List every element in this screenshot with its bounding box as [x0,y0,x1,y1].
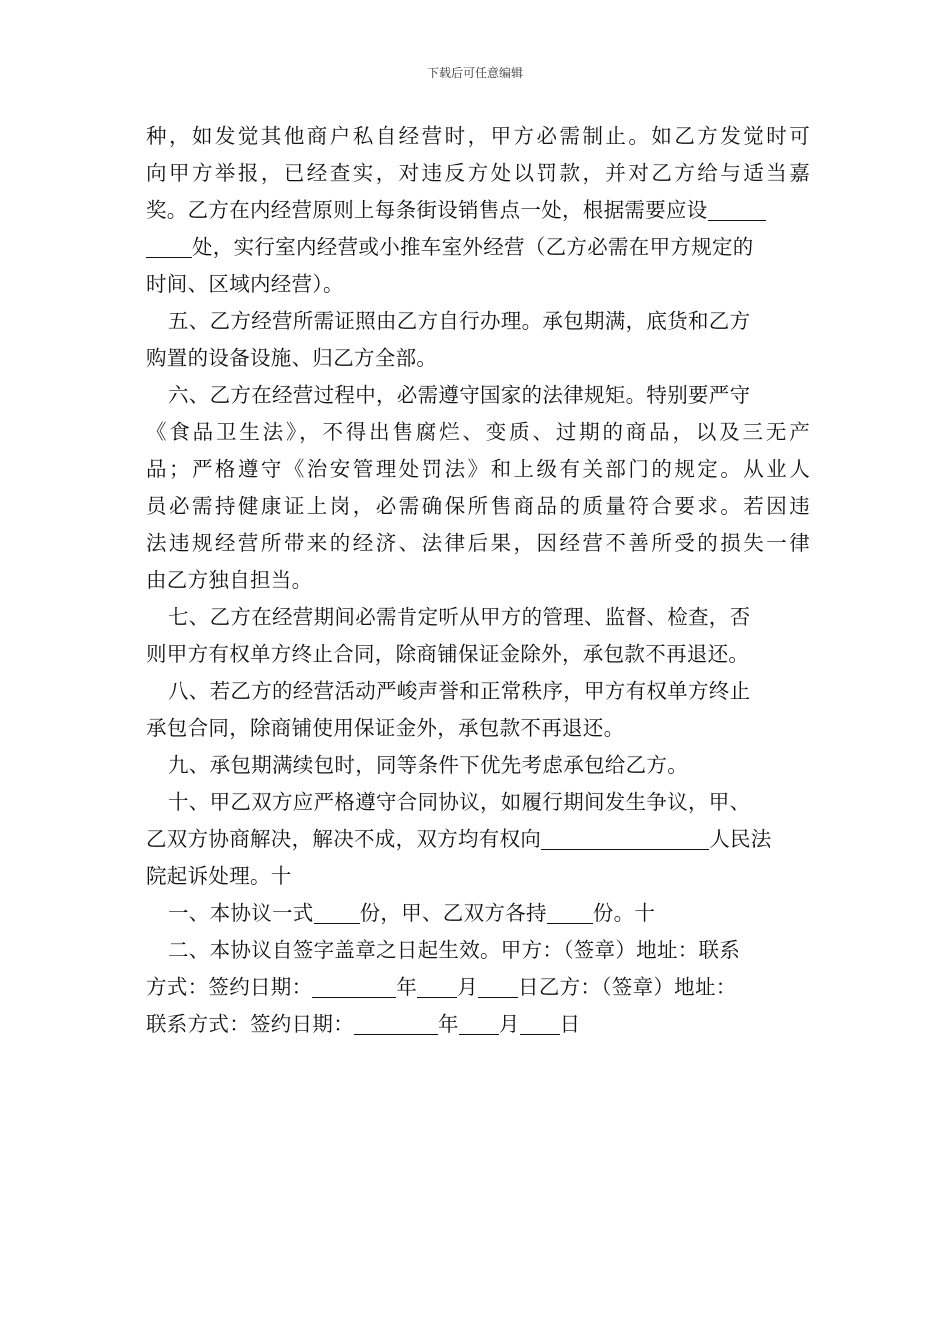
clause-5-line: 五、乙方经营所需证照由乙方自行办理。承包期满，底货和乙方 [168,309,751,333]
clause-6-line: 六、乙方在经营过程中，必需遵守国家的法律规矩。特别要严守 [168,383,751,407]
clause-12-line: 二、本协议自签字盖章之日起生效。甲方：（签章）地址：联系 [168,938,741,962]
text-segment: 年 [396,975,418,999]
clause-7-line: 七、乙方在经营期间必需肯定听从甲方的管理、监督、检查，否 [168,605,751,629]
text-segment: 乙双方协商解决，解决不成，双方均有权向 [146,827,542,851]
text-segment: 月 [498,1012,520,1036]
fill-blank [146,235,192,258]
year-fill-blank [312,975,396,998]
text-segment: 人民法 [709,827,772,851]
clause-10-line: 十、甲乙双方应严格遵守合同协议，如履行期间发生争议，甲、 [168,790,751,814]
text-segment: 联系方式：签约日期： [146,1012,354,1036]
page-header-note: 下载后可任意编辑 [426,66,523,80]
text-line: 品；严格遵守《治安管理处罚法》和上级有关部门的规定。从业人 [146,457,810,481]
text-line: 院起诉处理。十 [146,864,292,888]
clause-9-line: 九、承包期满续包时，同等条件下优先考虑承包给乙方。 [168,753,688,777]
clause-8-line: 八、若乙方的经营活动严峻声誉和正常秩序，甲方有权单方终止 [168,679,751,703]
day-fill-blank [478,975,518,998]
text-line: 员必需持健康证上岗，必需确保所售商品的质量符合要求。若因违 [146,494,810,518]
text-line [146,229,810,266]
text-line: 则甲方有权单方终止合同，除商铺保证金除外，承包款不再退还。 [146,642,750,666]
text-line: 种，如发觉其他商户私自经营时，甲方必需制止。如乙方发觉时可 [146,124,810,148]
text-line: 《食品卫生法》，不得出售腐烂、变质、过期的商品，以及三无产 [146,420,810,444]
text-line: 购置的设备设施、归乙方全部。 [146,346,438,370]
text-segment: 月 [457,975,479,999]
text-segment: 方式：签约日期： [146,975,313,999]
copies-each-fill-blank [547,901,593,924]
text-line [146,192,810,229]
text-line: 承包合同，除商铺使用保证金外，承包款不再退还。 [146,716,625,740]
clause-11-line [146,895,810,932]
text-line: 由乙方独自担当。 [146,568,313,592]
year-fill-blank [354,1012,438,1035]
signature-line-party-a [146,969,810,1006]
fill-blank [708,198,766,221]
day-fill-blank [520,1012,560,1035]
text-segment: 一、本协议一式 [168,901,314,925]
month-fill-blank [459,1012,499,1035]
text-segment: 日 [559,1012,581,1036]
signature-line-party-b [146,1006,810,1043]
text-segment: 日乙方：（签章）地址： [518,975,737,999]
text-line: 时间、区域内经营）。 [146,272,344,296]
court-fill-blank [541,827,709,850]
text-segment: 份。十 [592,901,656,925]
text-segment: 份，甲、乙双方各持 [359,901,547,925]
text-segment: 奖。乙方在内经营原则上每条街设销售点一处，根据需要应设 [146,198,708,222]
text-line [146,821,810,858]
contract-body [146,118,810,1043]
copies-fill-blank [314,901,360,924]
text-segment: 处，实行室内经营或小推车室外经营（乙方必需在甲方规定的 [192,235,754,259]
text-segment: 年 [438,1012,459,1036]
month-fill-blank [417,975,457,998]
text-line: 法违规经营所带来的经济、法律后果，因经营不善所受的损失一律 [146,531,810,555]
text-line: 向甲方举报，已经查实，对违反方处以罚款，并对乙方给与适当嘉 [146,161,810,185]
